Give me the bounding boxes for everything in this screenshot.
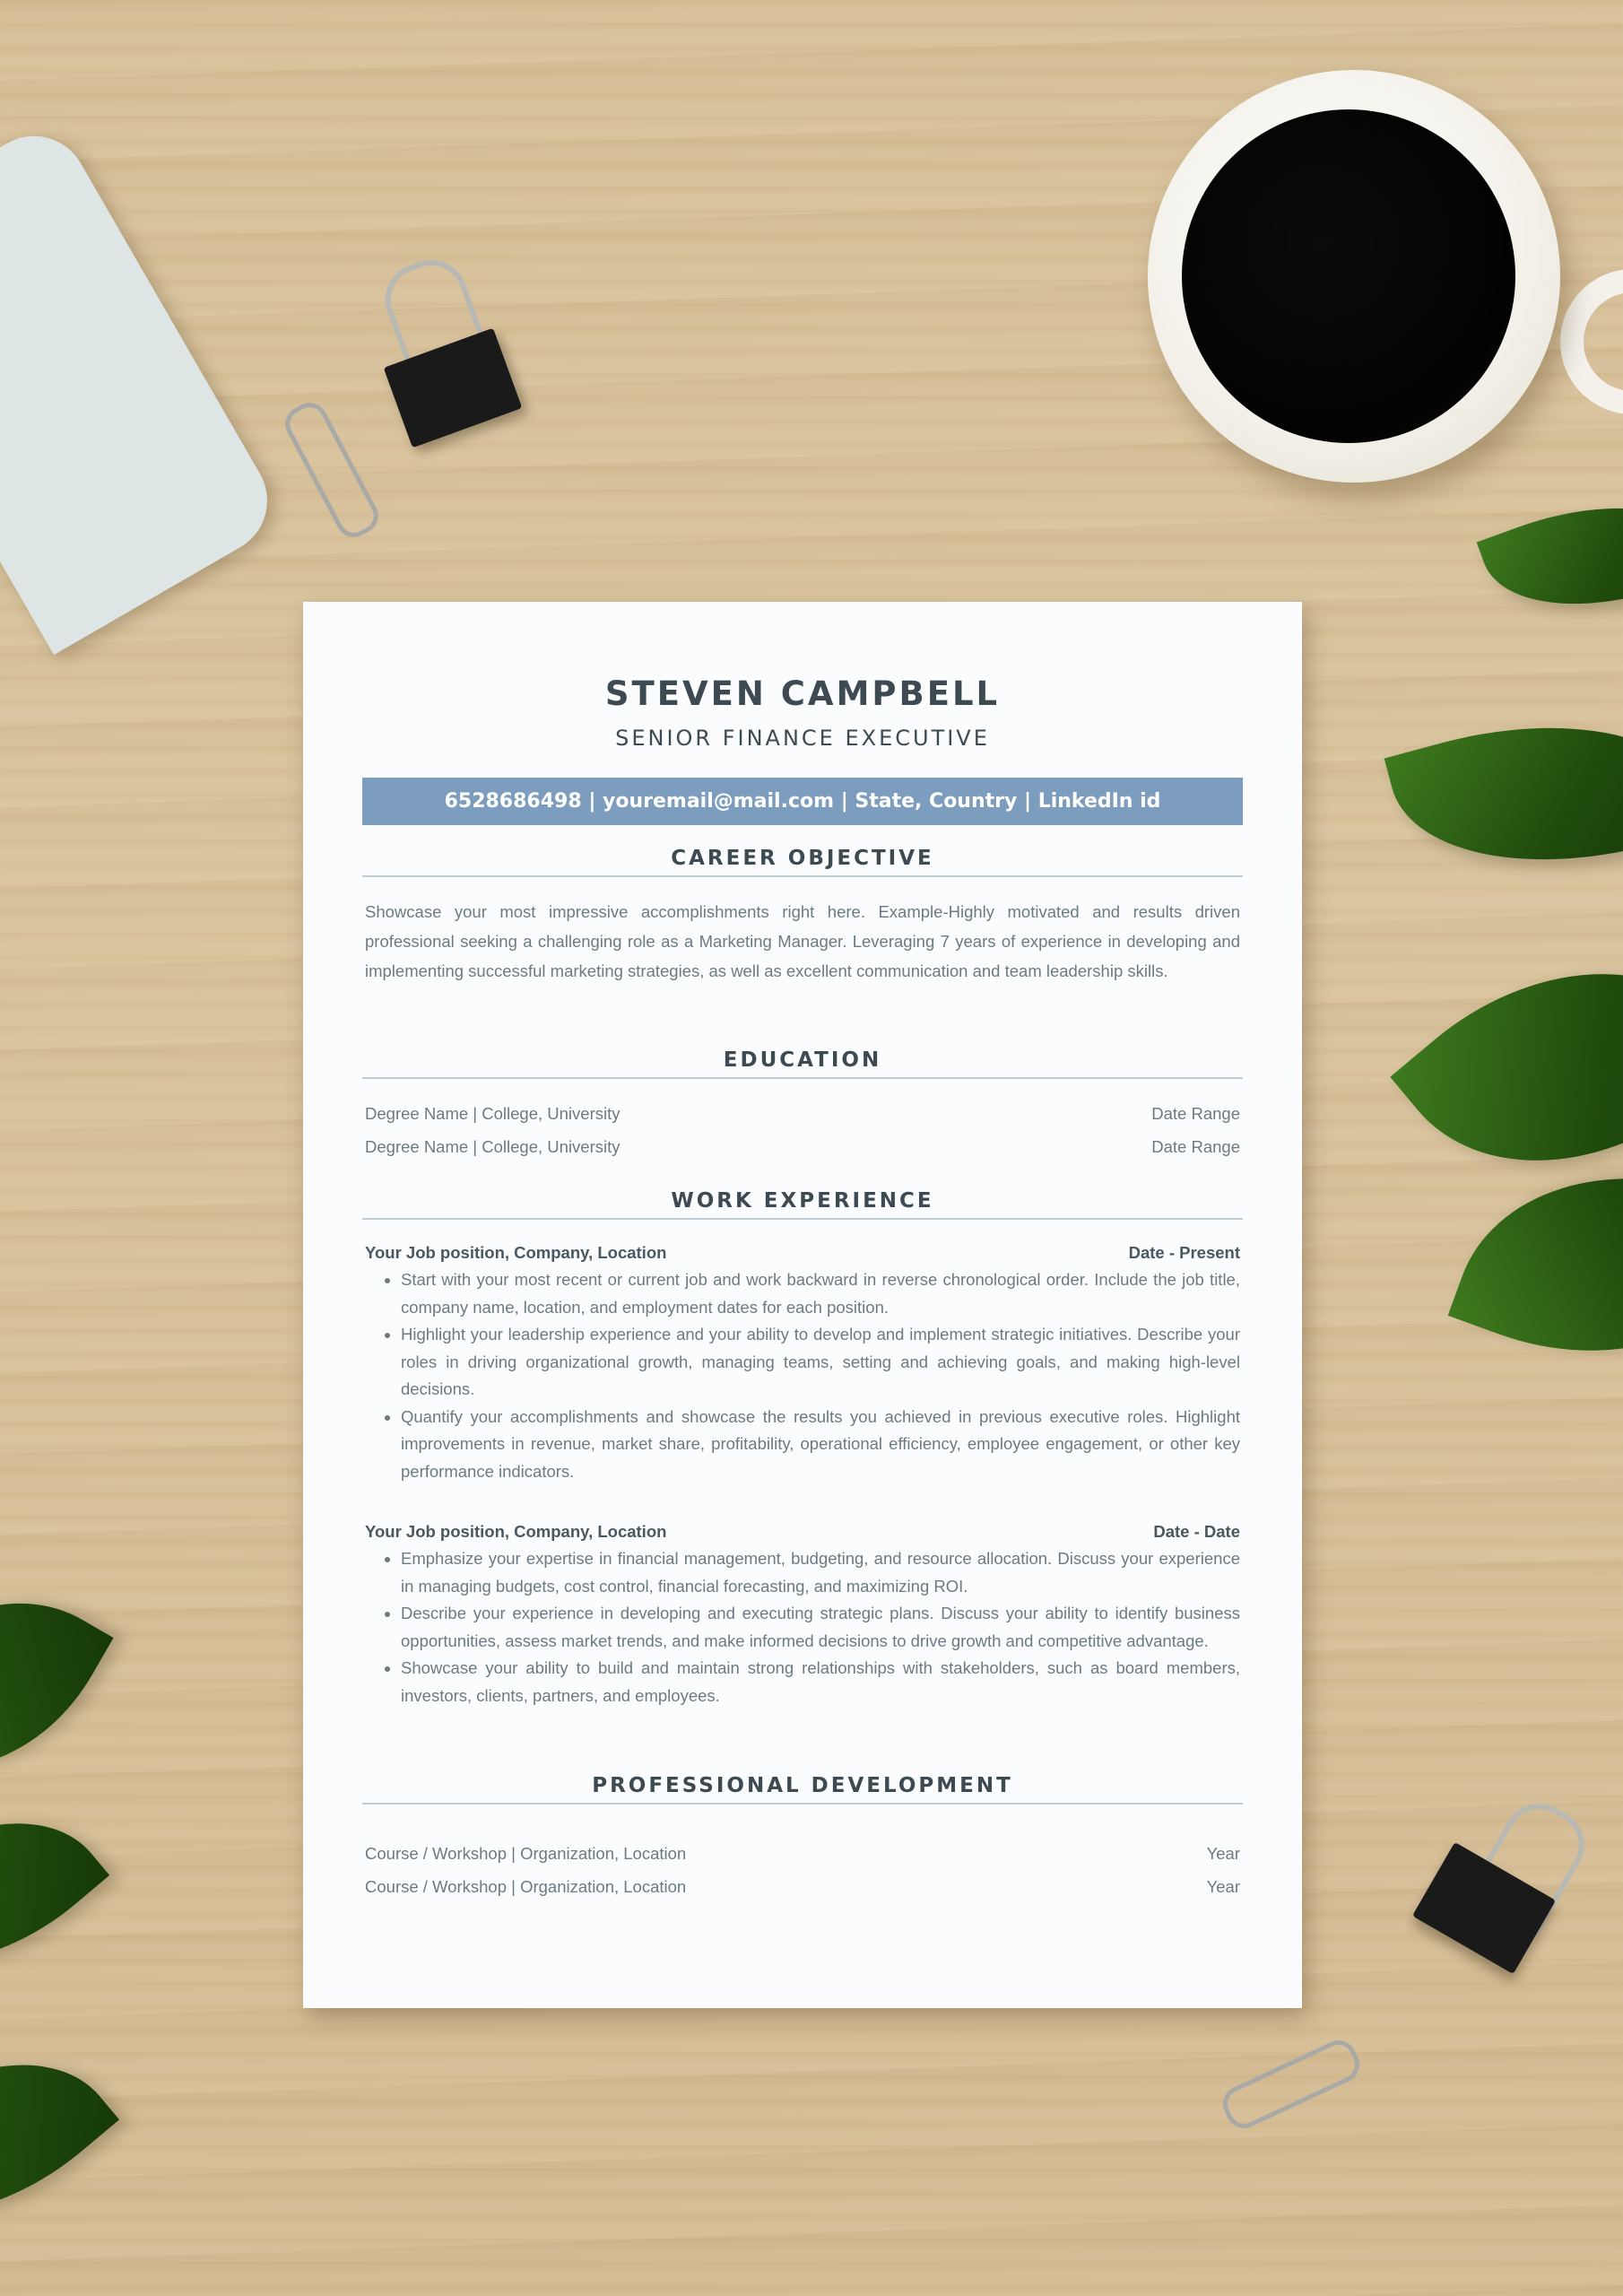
- job-header: [365, 1522, 1240, 1542]
- monstera-leaf: [1384, 682, 1623, 906]
- professional-development-heading: PROFESSIONAL DEVELOPMENT: [362, 1774, 1243, 1805]
- job-date: Date - Present: [1128, 1243, 1240, 1262]
- job-bullet: • Highlight your leadership experience and your ability to develop and implement strategic initiatives. Describe your roles in driving organizational growth, managing teams, setting and achieving goals, and making high-level decisions.: [401, 1321, 1240, 1404]
- education-row: [365, 1137, 1240, 1157]
- work-experience-heading: WORK EXPERIENCE: [362, 1189, 1243, 1220]
- career-objective-heading: CAREER OBJECTIVE: [362, 847, 1243, 877]
- coffee: [1182, 109, 1515, 443]
- job-date: Date - Date: [1153, 1522, 1240, 1541]
- education-degree: Degree Name | College, University: [365, 1104, 621, 1123]
- job-header: [365, 1243, 1240, 1263]
- monstera-leaf: [0, 1765, 109, 2019]
- job-bullet: • Quantify your accomplishments and showcase the results you achieved in previous executive roles. Highlight improvements in revenue, market share, profitability, operational efficiency, employee engagement, or other key performance indicators.: [401, 1404, 1240, 1486]
- job-bullet: • Showcase your ability to build and maintain strong relationships with stakeholders, such as board members, investors, clients, partners, and employees.: [401, 1655, 1240, 1709]
- paperclip-icon: [1217, 2034, 1365, 2134]
- monstera-leaf: [1448, 1122, 1623, 1408]
- job-position: Your Job position, Company, Location: [365, 1522, 667, 1541]
- course-year: Year: [1206, 1877, 1240, 1896]
- job-bullet-list: [365, 1545, 1240, 1709]
- education-row: [365, 1104, 1240, 1124]
- job-bullet: • Start with your most recent or current job and work backward in reverse chronological order. Include the job title, company name, location, and employment dates for each position.: [401, 1266, 1240, 1321]
- paperclip-icon: [279, 396, 384, 544]
- resume-sheet: [303, 602, 1302, 2008]
- course-row: [365, 1877, 1240, 1897]
- tablet: [0, 117, 287, 655]
- job-position: Your Job position, Company, Location: [365, 1243, 667, 1262]
- job-bullet-list: [365, 1266, 1240, 1485]
- course-name: Course / Workshop | Organization, Location: [365, 1844, 687, 1863]
- job-bullet: • Emphasize your expertise in financial management, budgeting, and resource allocation. Discuss your experience in managing budgets, cost control, financial forecasting, and maximizing ROI.: [401, 1545, 1240, 1600]
- course-year: Year: [1206, 1844, 1240, 1863]
- resume-name: STEVEN CAMPBELL: [604, 674, 1001, 713]
- course-name: Course / Workshop | Organization, Location: [365, 1877, 687, 1896]
- job-bullet: • Describe your experience in developing and executing strategic plans. Discuss your ability to identify business opportunities, assess market trends, and make informed decisions to drive growth and competitive advantage.: [401, 1600, 1240, 1655]
- contact-bar: 6528686498 | youremail@mail.com | State, Country | LinkedIn id: [362, 778, 1243, 825]
- monstera-leaf: [1477, 469, 1623, 644]
- resume-job-title: SENIOR FINANCE EXECUTIVE: [615, 726, 990, 751]
- education-date: Date Range: [1151, 1137, 1240, 1156]
- monstera-leaf: [0, 1548, 114, 1824]
- education-date: Date Range: [1151, 1104, 1240, 1123]
- course-row: [365, 1844, 1240, 1864]
- monstera-leaf: [0, 2003, 119, 2275]
- education-heading: EDUCATION: [362, 1048, 1243, 1079]
- mug-handle: [1560, 269, 1623, 414]
- education-degree: Degree Name | College, University: [365, 1137, 621, 1156]
- career-objective-text: Showcase your most impressive accomplishments right here. Example-Highly motivated and results driven professional seeking a challenging role as a Marketing Manager. Leveraging 7 years of experience in developing and implementing successful marketing strategies, as well as excellent communication and team leadership skills.: [365, 902, 1240, 980]
